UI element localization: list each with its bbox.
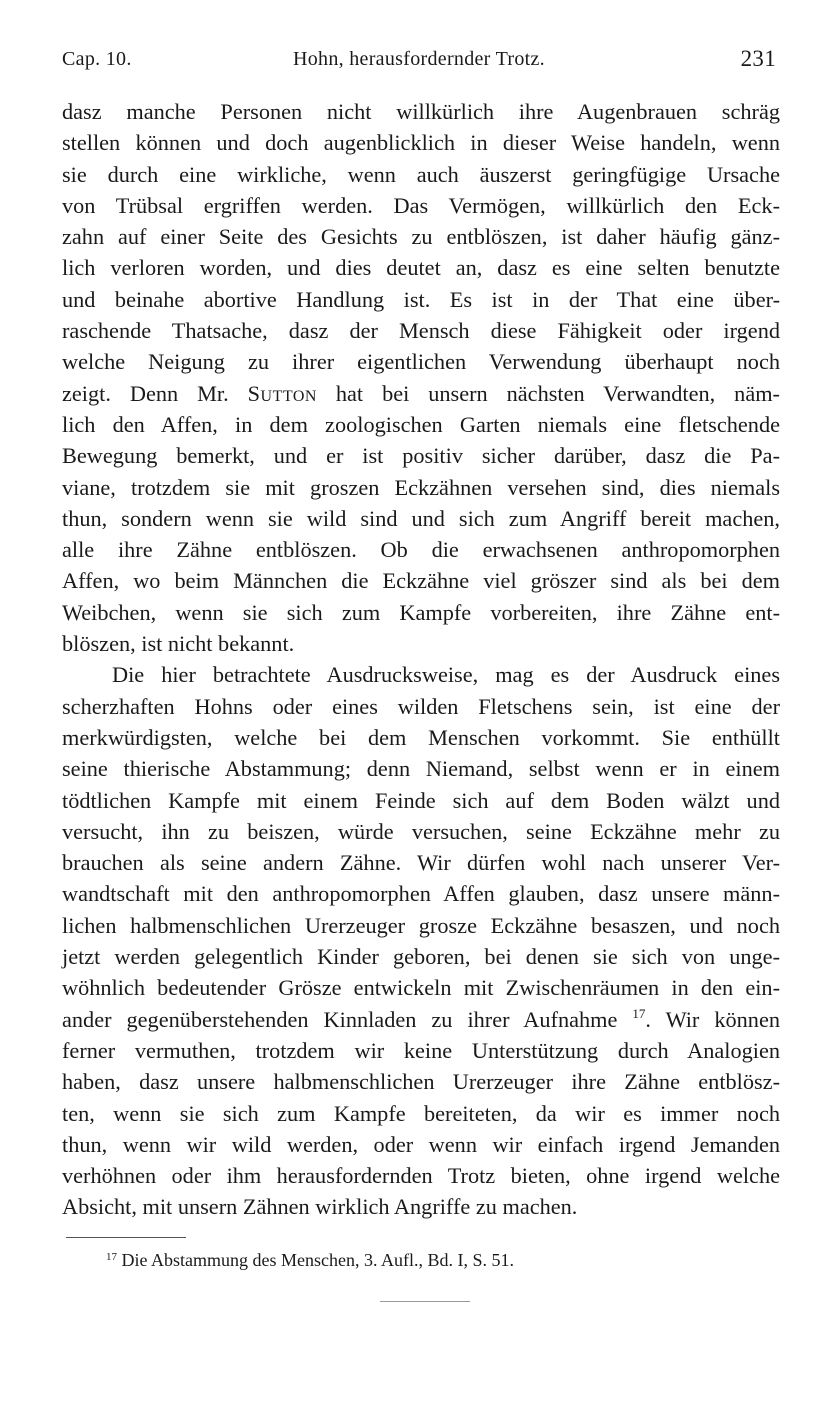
text-line: raschende Thatsache, dasz der Mensch diese Fähigkeit oder irgend — [62, 318, 780, 344]
text-line: versucht, ihn zu beiszen, würde versuchen, seine Eckzähne mehr zu — [62, 818, 780, 844]
text-line: alle ihre Zähne entblöszen. Ob die erwachsenen anthropomorphen — [62, 537, 780, 563]
text-line: und beinahe abortive Handlung ist. Es ist in der That eine über- — [62, 286, 780, 312]
text-line: Affen, wo beim Männchen die Eckzähne viel gröszer sind als bei dem — [62, 568, 780, 594]
text-line: wöhnlich bedeutender Grösze entwickeln mit Zwischenräumen in den ein- — [62, 975, 780, 1001]
paragraph — [62, 96, 780, 659]
text-line: von Trübsal ergriffen werden. Das Vermögen, willkürlich den Eck- — [62, 192, 780, 218]
text-line: ander gegenüberstehenden Kinnladen zu ihrer Aufnahme $^{17}$. Wir können — [62, 1005, 780, 1032]
text-line: lich verloren worden, und dies deutet an, dasz es eine selten benutzte — [62, 255, 780, 281]
body-text — [62, 96, 780, 1223]
text-line: blöszen, ist nicht bekannt. — [62, 631, 295, 657]
text-line: dasz manche Personen nicht willkürlich ihre Augenbrauen schräg — [62, 99, 780, 124]
text-line: brauchen als seine andern Zähne. Wir dürfen wohl nach unserer Ver- — [62, 850, 780, 876]
text-line: Bewegung bemerkt, und er ist positiv sicher darüber, dasz die Pa- — [62, 443, 780, 469]
text-line: scherzhaften Hohns oder eines wilden Fletschens sein, ist eine der — [62, 693, 780, 719]
text-line: Weibchen, wenn sie sich zum Kampfe vorbereiten, ihre Zähne ent- — [62, 599, 780, 625]
text-line: ferner vermuthen, trotzdem wir keine Unterstützung durch Analogien — [62, 1037, 780, 1063]
footnote — [106, 1250, 514, 1271]
text-line: sie durch eine wirkliche, wenn auch äuszerst geringfügige Ursache — [62, 161, 780, 187]
text-line: viane, trotzdem sie mit groszen Eckzähnen versehen sind, dies niemals — [62, 474, 780, 500]
text-line: merkwürdigsten, welche bei dem Menschen vorkommt. Sie enthüllt — [62, 724, 780, 750]
text-line: stellen können und doch augenblicklich in dieser Weise handeln, wenn — [62, 130, 780, 156]
footnote-number: 17 — [106, 1251, 117, 1263]
text-line: Die hier betrachtete Ausdrucksweise, mag es der Ausdruck eines — [112, 662, 780, 688]
running-header — [62, 48, 776, 78]
author-name: Sutton — [247, 380, 317, 406]
text-line: ten, wenn sie sich zum Kampfe bereiteten, da wir es immer noch — [62, 1100, 780, 1126]
text-line: wandtschaft mit den anthropomorphen Affen glauben, dasz unsere männ- — [62, 881, 780, 907]
footnote-reference: 17 — [632, 1005, 646, 1021]
page-title: Hohn, herausfordernder Trotz. — [293, 48, 545, 70]
text-line: haben, dasz unsere halbmenschlichen Urerzeuger ihre Zähne entblösz- — [62, 1069, 780, 1095]
text-line: zeigt. Denn Mr. Sutton hat bei unsern nächsten Verwandten, näm- — [62, 380, 780, 406]
text-line: thun, sondern wenn sie wild sind und sich zum Angriff bereit machen, — [62, 505, 780, 531]
paragraph — [62, 659, 780, 1222]
footnote-separator — [66, 1237, 186, 1238]
bottom-rule — [380, 1301, 470, 1302]
text-line: jetzt werden gelegentlich Kinder geboren, bei denen sie sich von unge- — [62, 944, 780, 970]
text-line: welche Neigung zu ihrer eigentlichen Verwendung überhaupt noch — [62, 349, 780, 375]
text-line: zahn auf einer Seite des Gesichts zu entblöszen, ist daher häufig gänz- — [62, 224, 780, 250]
text-line: tödtlichen Kampfe mit einem Feinde sich auf dem Boden wälzt und — [62, 787, 780, 813]
page-number: 231 — [740, 46, 776, 71]
text-line: lich den Affen, in dem zoologischen Garten niemals eine fletschende — [62, 411, 780, 437]
text-line: seine thierische Abstammung; denn Niemand, selbst wenn er in einem — [62, 756, 780, 782]
text-line: thun, wenn wir wild werden, oder wenn wir einfach irgend Jemanden — [62, 1131, 780, 1157]
footnote-text: Die Abstammung des Menschen, 3. Aufl., Bd. I, S. 51. — [121, 1250, 514, 1270]
text-line: lichen halbmenschlichen Urerzeuger grosze Eckzähne besaszen, und noch — [62, 912, 780, 938]
chapter-label: Cap. 10. — [62, 48, 132, 70]
text-line: verhöhnen oder ihm herausfordernden Trotz bieten, ohne irgend welche — [62, 1163, 780, 1189]
text-line: Absicht, mit unsern Zähnen wirklich Angriffe zu machen. — [62, 1194, 578, 1220]
